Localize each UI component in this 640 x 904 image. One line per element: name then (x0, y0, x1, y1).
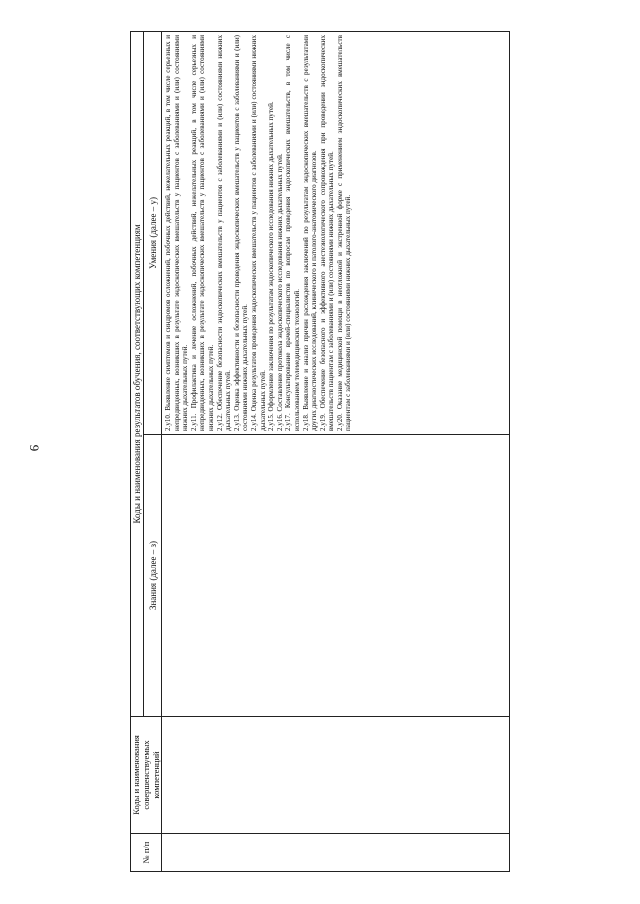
skill-item: 2.у14. Оценка результатов проведения эндоскопических вмешательств у пациентов с заболеваниями и (или) состояниями нижних дыхательных путей. (249, 35, 267, 431)
cell-knowledge (162, 435, 510, 717)
rotated-content (130, 32, 510, 872)
cell-skills (162, 32, 510, 435)
skill-item: 2.у16. Составление протокола эндоскопического исследования нижних дыхательных путей. (275, 153, 284, 431)
header-num: № п/п (131, 834, 162, 872)
skill-item: 2.у11. Профилактика и лечение осложнений, побочных действий, нежелательных реакций, в том числе серьезных и непредвиденных, возникших в результате эндоскопических вмешательств у пациентов с заболеваниями и (или) состояниями нижних дыхательных путей. (189, 35, 215, 431)
skill-item: 2.у12. Обеспечение безопасности эндоскопических вмешательств у пациентов с заболеваниями и (или) состояниями нижних дыхательных путей. (215, 35, 233, 431)
skill-item: 2.у20. Оказание медицинской помощи в неотложной и экстренной форме с применением эндоскопических вмешательств пациентам с заболеваниями и (или) состояниями нижних дыхательных путей. (335, 35, 353, 431)
header-knowledge: Знания (далее – з) (144, 435, 162, 717)
skill-item: 2.у13. Оценка эффективности и безопасности проведения эндоскопических вмешательств у пациентов с заболеваниями и (или) состояниями нижних дыхательных путей. (232, 35, 250, 431)
skill-item: 2.у19. Обеспечение безопасного и эффективного анестезиологического сопровождения при проведении эндоскопических вмешательств пациентам с заболеваниями и (или) состояниями нижних дыхательных путей. (318, 35, 336, 431)
cell-num (162, 834, 510, 872)
skill-item: 2.у17. Консультирование врачей-специалистов по вопросам проведения эндоскопических вмешательств, в том числе с использованием телемедицинских технологий. (284, 35, 301, 431)
skill-item: 2.у15. Оформление заключения по результатам эндоскопического исследования нижних дыхательных путей. (267, 101, 276, 431)
skill-item: 2.у18. Выявление и анализ причин расхождения заключений по результатам эндоскопических вмешательств с результатами других диагностических исследований, клинического и патолого-анатомического диагнозов. (301, 35, 319, 431)
skill-item: 2.у10. Выявление симптомов и синдромов осложнений, побочных действий, нежелательных реакций, в том числе серьезных и непредвиденных, возникших в результате эндоскопических вмешательств у пациентов с заболеваниями и (или) состояниями нижних дыхательных путей. (164, 35, 190, 431)
header-skills: Умения (далее – у) (144, 32, 162, 435)
page-number: 9 (27, 444, 42, 452)
competencies-table (130, 31, 510, 872)
header-codes: Коды и наименования совершенствуемых компетенций (131, 717, 162, 834)
cell-codes (162, 717, 510, 834)
header-results: Коды и наименования результатов обучения, соответствующих компетенциям (131, 32, 144, 717)
